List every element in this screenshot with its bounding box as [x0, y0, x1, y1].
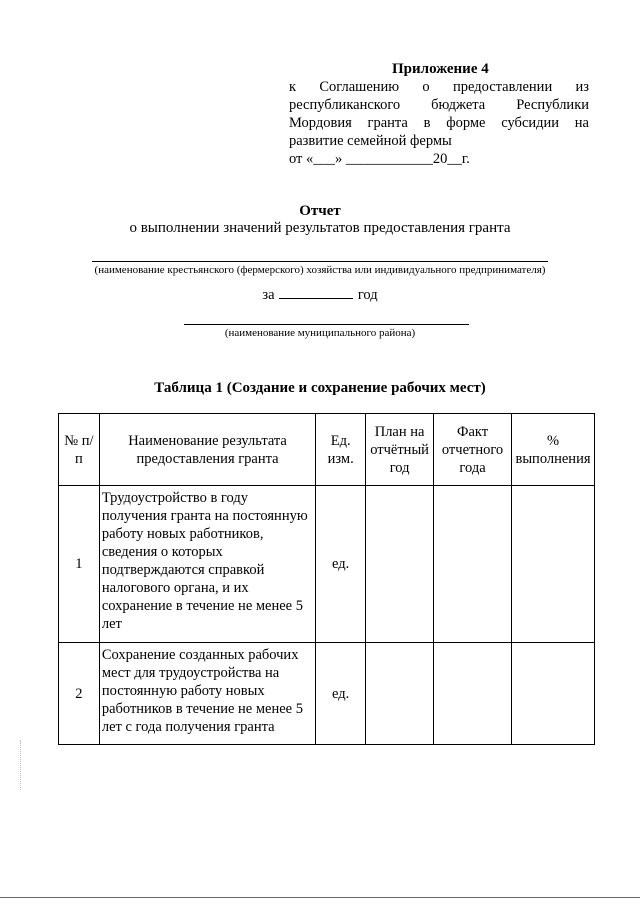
- row-name: Сохранение созданных рабочих мест для трудоустройства на постоянную работу новых работников в течение не менее 5 лет с года получения гранта: [99, 643, 315, 745]
- header-percent: % выполнения: [511, 414, 594, 486]
- table-header-row: [59, 414, 595, 486]
- org-name-caption: (наименование крестьянского (фермерского) хозяйства или индивидуального предпринимателя): [94, 264, 546, 276]
- appendix-line-3: Мордовия гранта в форме субсидии на: [289, 115, 589, 131]
- report-year-line: [0, 286, 640, 304]
- table-row: [59, 643, 595, 745]
- report-subtitle: о выполнении значений результатов предоставления гранта: [129, 220, 511, 236]
- row-num: 1: [59, 486, 100, 643]
- scan-artifact-margin: [20, 740, 22, 790]
- row-fact: [434, 486, 512, 643]
- report-title: Отчет: [299, 203, 341, 219]
- district-blank-line: [184, 324, 469, 325]
- appendix-reference: [289, 78, 589, 168]
- row-name: Трудоустройство в году получения гранта на постоянную работу новых работников, сведения о которых подтверждаются справкой налогового органа, и их сохранение в течение не менее 5 лет: [99, 486, 315, 643]
- appendix-line-2: республиканского бюджета Республики: [289, 97, 589, 113]
- appendix-line-1: к Соглашению о предоставлении из: [289, 79, 589, 95]
- row-fact: [434, 643, 512, 745]
- row-unit: ед.: [316, 486, 366, 643]
- year-prefix: за: [262, 287, 275, 303]
- results-table: [58, 413, 595, 745]
- table-row: [59, 486, 595, 643]
- row-percent: [511, 486, 594, 643]
- appendix-title: Приложение 4: [392, 61, 489, 77]
- header-num: № п/п: [59, 414, 100, 486]
- header-fact: Факт отчетного года: [434, 414, 512, 486]
- header-unit: Ед. изм.: [316, 414, 366, 486]
- appendix-line-4: развитие семейной фермы: [289, 133, 452, 149]
- district-caption: (наименование муниципального района): [224, 327, 416, 339]
- row-num: 2: [59, 643, 100, 745]
- appendix-date-line: от «___» ____________20__г.: [289, 151, 470, 167]
- year-suffix: год: [357, 287, 378, 303]
- header-plan: План на отчётный год: [366, 414, 434, 486]
- year-blank: [279, 286, 353, 299]
- row-plan: [366, 643, 434, 745]
- header-name: Наименование результата предоставления гранта: [99, 414, 315, 486]
- page-bottom-edge: [0, 897, 640, 898]
- row-plan: [366, 486, 434, 643]
- table-title: Таблица 1 (Создание и сохранение рабочих мест): [154, 380, 486, 396]
- row-unit: ед.: [316, 643, 366, 745]
- org-name-blank-line: [92, 261, 548, 262]
- row-percent: [511, 643, 594, 745]
